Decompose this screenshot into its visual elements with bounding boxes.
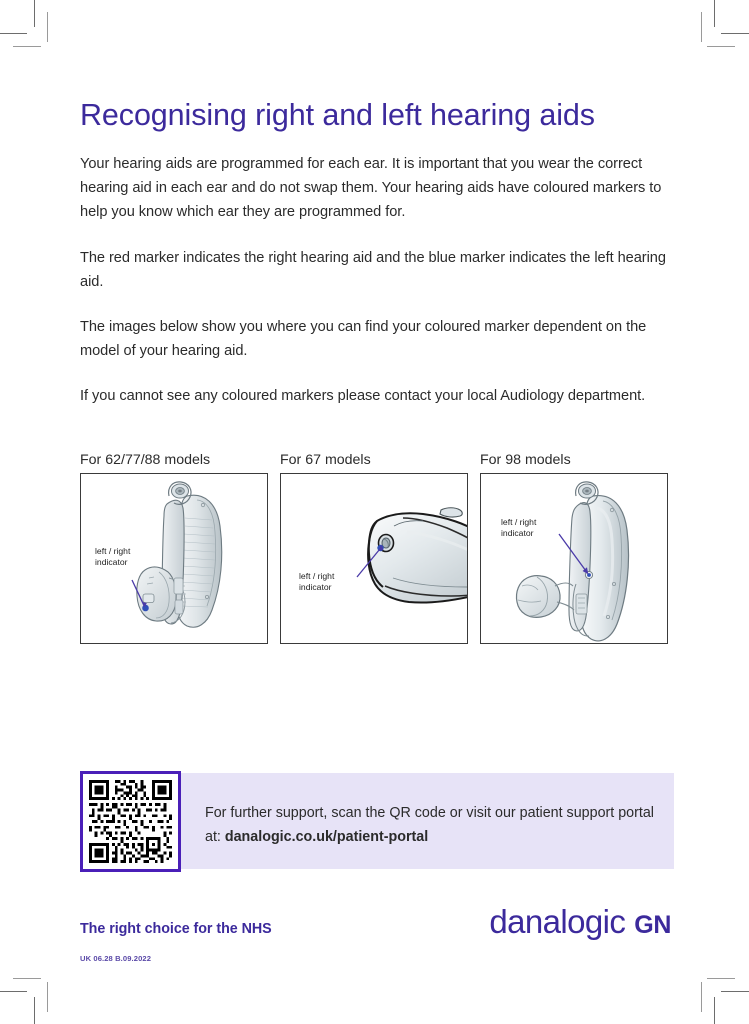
panel-caption: For 98 models [480,452,571,468]
indicator-label-line2: indicator [299,582,332,593]
nhs-tagline: The right choice for the NHS [80,921,272,937]
model-panel-98 [480,451,668,644]
indicator-label [501,517,536,539]
model-panels [80,451,674,656]
indicator-label-line2: indicator [501,528,534,539]
page-title: Recognising right and left hearing aids [80,98,595,133]
indicator-label [95,546,130,568]
hearing-aid-illustration-frame [280,473,468,644]
indicator-label-line1: left / right [95,546,131,556]
hearing-aid-illustration-frame [80,473,268,644]
model-panel-67 [280,451,468,644]
indicator-label-line2: indicator [95,557,128,568]
model-panel-62-77-88 [80,451,268,644]
paragraph-3: The images below show you where you can find your coloured marker dependent on the model of your hearing aid. [80,319,647,360]
body-copy [80,152,674,409]
support-text-lead: For further support, scan the QR code or visit our patient support portal at: [205,805,654,845]
panel-caption: For 67 models [280,452,371,468]
indicator-label-line1: left / right [299,571,335,581]
hearing-aid-67-icon [281,474,467,643]
reference-code: UK 06.28 B.09.2022 [80,954,152,963]
support-portal-url[interactable]: danalogic.co.uk/patient-portal [224,829,429,845]
brand-gn-mark: GN [634,911,671,939]
indicator-label-line1: left / right [501,517,537,527]
hearing-aid-98-icon [481,474,667,643]
indicator-label [299,571,334,593]
paragraph-1: Your hearing aids are programmed for each ear. It is important that you wear the correct hearing aid in each ear and do not swap them. Your hearing aids have coloured markers to help you know which ear they are programmed for. [80,156,662,221]
danalogic-gn-logo [489,905,671,938]
paragraph-4: If you cannot see any coloured markers please contact your local Audiology department. [80,388,646,405]
paragraph-2: The red marker indicates the right hearing aid and the blue marker indicates the left hearing aid. [80,249,666,290]
hearing-aid-illustration-frame [480,473,668,644]
brand-wordmark: danalogic [489,903,626,940]
support-text [205,801,665,849]
panel-caption: For 62/77/88 models [80,452,211,468]
qr-code[interactable] [80,771,181,872]
qr-code-icon [89,780,172,863]
